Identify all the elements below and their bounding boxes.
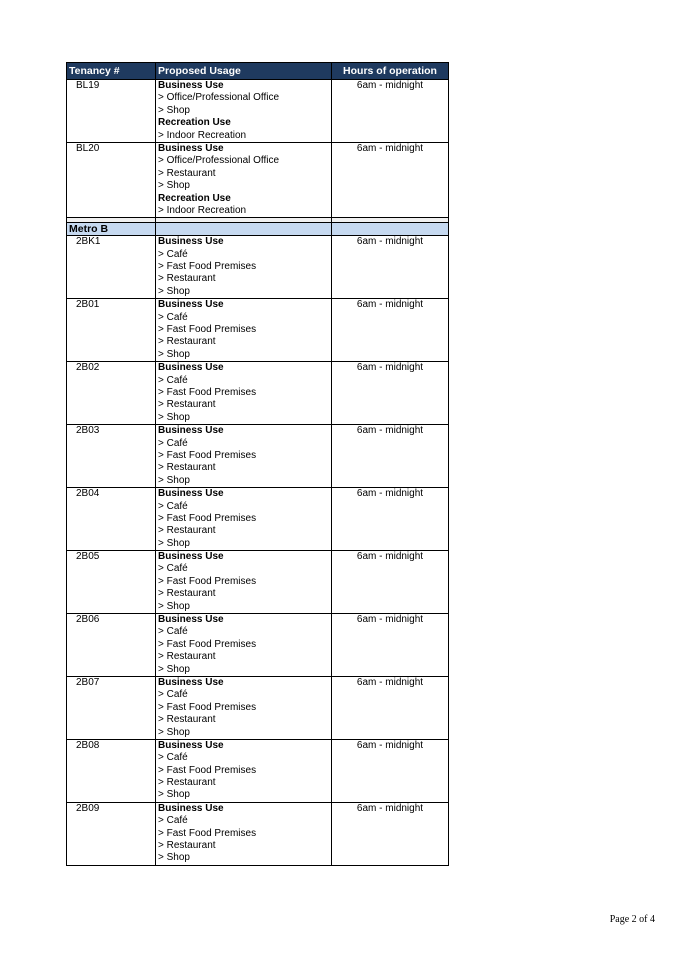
hours-of-operation: 6am - midnight bbox=[332, 676, 449, 739]
tenancy-id: BL19 bbox=[67, 80, 156, 143]
tenancy-id: BL20 bbox=[67, 142, 156, 217]
hours-of-operation: 6am - midnight bbox=[332, 362, 449, 425]
usage-category: Business Use bbox=[158, 236, 224, 248]
usage-category: Recreation Use bbox=[158, 117, 231, 129]
tenancy-id: 2B09 bbox=[67, 802, 156, 865]
table-header bbox=[67, 63, 449, 80]
usage-item: > Fast Food Premises bbox=[158, 638, 257, 650]
proposed-usage-cell bbox=[156, 739, 332, 802]
usage-item: > Fast Food Premises bbox=[158, 512, 257, 524]
usage-item: > Shop bbox=[158, 852, 190, 864]
group2-rows bbox=[67, 236, 449, 866]
proposed-usage-cell bbox=[156, 80, 332, 143]
usage-category: Recreation Use bbox=[158, 192, 231, 204]
tenancy-id: 2B05 bbox=[67, 551, 156, 614]
hours-of-operation: 6am - midnight bbox=[332, 614, 449, 677]
usage-item: > Fast Food Premises bbox=[158, 701, 257, 713]
usage-item: > Fast Food Premises bbox=[158, 449, 257, 461]
hours-of-operation: 6am - midnight bbox=[332, 236, 449, 299]
table-row bbox=[67, 236, 449, 299]
usage-item: > Restaurant bbox=[158, 336, 216, 348]
usage-item: > Fast Food Premises bbox=[158, 764, 257, 776]
tenancy-id: 2B06 bbox=[67, 614, 156, 677]
usage-item: > Shop bbox=[158, 180, 190, 192]
usage-item: > Shop bbox=[158, 474, 190, 486]
usage-item: > Café bbox=[158, 689, 188, 701]
hours-of-operation: 6am - midnight bbox=[332, 551, 449, 614]
usage-item: > Café bbox=[158, 563, 188, 575]
usage-item: > Office/Professional Office bbox=[158, 92, 280, 104]
usage-item: > Restaurant bbox=[158, 714, 216, 726]
tenancy-column-header: Tenancy # bbox=[67, 63, 156, 80]
usage-item: > Indoor Recreation bbox=[158, 204, 247, 216]
usage-item: > Restaurant bbox=[158, 167, 216, 179]
usage-item: > Fast Food Premises bbox=[158, 386, 257, 398]
proposed-usage-cell bbox=[156, 676, 332, 739]
usage-category: Business Use bbox=[158, 299, 224, 311]
usage-item: > Restaurant bbox=[158, 588, 216, 600]
section-row bbox=[67, 223, 449, 236]
proposed-usage-cell bbox=[156, 614, 332, 677]
tenancy-id: 2B04 bbox=[67, 488, 156, 551]
section-label: Metro B bbox=[67, 223, 156, 236]
table-row bbox=[67, 551, 449, 614]
table-row bbox=[67, 614, 449, 677]
usage-item: > Shop bbox=[158, 537, 190, 549]
hours-of-operation: 6am - midnight bbox=[332, 739, 449, 802]
usage-item: > Shop bbox=[158, 726, 190, 738]
usage-category: Business Use bbox=[158, 362, 224, 374]
table-row bbox=[67, 802, 449, 865]
usage-item: > Fast Food Premises bbox=[158, 261, 257, 273]
usage-item: > Café bbox=[158, 437, 188, 449]
usage-item: > Restaurant bbox=[158, 462, 216, 474]
usage-column-header: Proposed Usage bbox=[156, 63, 332, 80]
tenancy-id: 2B03 bbox=[67, 425, 156, 488]
hours-of-operation: 6am - midnight bbox=[332, 80, 449, 143]
usage-item: > Shop bbox=[158, 789, 190, 801]
proposed-usage-cell bbox=[156, 142, 332, 217]
usage-category: Business Use bbox=[158, 80, 224, 91]
usage-item: > Fast Food Premises bbox=[158, 575, 257, 587]
proposed-usage-cell bbox=[156, 802, 332, 865]
usage-category: Business Use bbox=[158, 488, 224, 500]
usage-item: > Shop bbox=[158, 348, 190, 360]
usage-category: Business Use bbox=[158, 739, 224, 751]
usage-item: > Café bbox=[158, 248, 188, 260]
hours-column-header: Hours of operation bbox=[332, 63, 449, 80]
usage-category: Business Use bbox=[158, 802, 224, 814]
table-row bbox=[67, 80, 449, 143]
hours-of-operation: 6am - midnight bbox=[332, 488, 449, 551]
usage-category: Business Use bbox=[158, 614, 224, 626]
usage-item: > Indoor Recreation bbox=[158, 129, 247, 141]
usage-item: > Shop bbox=[158, 411, 190, 423]
tenancy-id: 2BK1 bbox=[67, 236, 156, 299]
hours-of-operation: 6am - midnight bbox=[332, 425, 449, 488]
tenancy-id: 2B07 bbox=[67, 676, 156, 739]
hours-of-operation: 6am - midnight bbox=[332, 299, 449, 362]
usage-item: > Restaurant bbox=[158, 399, 216, 411]
usage-item: > Fast Food Premises bbox=[158, 324, 257, 336]
usage-item: > Restaurant bbox=[158, 525, 216, 537]
usage-item: > Office/Professional Office bbox=[158, 155, 280, 167]
table-row bbox=[67, 362, 449, 425]
table-row bbox=[67, 142, 449, 217]
proposed-usage-cell bbox=[156, 488, 332, 551]
hours-of-operation: 6am - midnight bbox=[332, 142, 449, 217]
usage-item: > Restaurant bbox=[158, 777, 216, 789]
proposed-usage-cell bbox=[156, 551, 332, 614]
usage-item: > Fast Food Premises bbox=[158, 827, 257, 839]
usage-item: > Café bbox=[158, 500, 188, 512]
group1-rows bbox=[67, 80, 449, 218]
usage-item: > Shop bbox=[158, 663, 190, 675]
table-row bbox=[67, 739, 449, 802]
usage-item: > Café bbox=[158, 311, 188, 323]
usage-item: > Café bbox=[158, 752, 188, 764]
usage-item: > Café bbox=[158, 815, 188, 827]
table-row bbox=[67, 299, 449, 362]
usage-item: > Shop bbox=[158, 600, 190, 612]
usage-item: > Restaurant bbox=[158, 651, 216, 663]
table-row bbox=[67, 488, 449, 551]
section-block bbox=[67, 218, 449, 236]
proposed-usage-cell bbox=[156, 362, 332, 425]
usage-item: > Café bbox=[158, 374, 188, 386]
tenancy-id: 2B08 bbox=[67, 739, 156, 802]
usage-category: Business Use bbox=[158, 676, 224, 688]
usage-category: Business Use bbox=[158, 425, 224, 437]
usage-category: Business Use bbox=[158, 551, 224, 563]
page-number: Page 2 of 4 bbox=[609, 914, 655, 925]
proposed-usage-cell bbox=[156, 425, 332, 488]
tenancy-id: 2B02 bbox=[67, 362, 156, 425]
usage-item: > Shop bbox=[158, 285, 190, 297]
usage-item: > Restaurant bbox=[158, 273, 216, 285]
tenancy-id: 2B01 bbox=[67, 299, 156, 362]
table-row bbox=[67, 676, 449, 739]
usage-item: > Shop bbox=[158, 104, 190, 116]
proposed-usage-cell bbox=[156, 236, 332, 299]
hours-of-operation: 6am - midnight bbox=[332, 802, 449, 865]
usage-item: > Café bbox=[158, 626, 188, 638]
proposed-usage-cell bbox=[156, 299, 332, 362]
tenancy-table bbox=[66, 62, 449, 866]
usage-item: > Restaurant bbox=[158, 840, 216, 852]
usage-category: Business Use bbox=[158, 142, 224, 154]
table-row bbox=[67, 425, 449, 488]
